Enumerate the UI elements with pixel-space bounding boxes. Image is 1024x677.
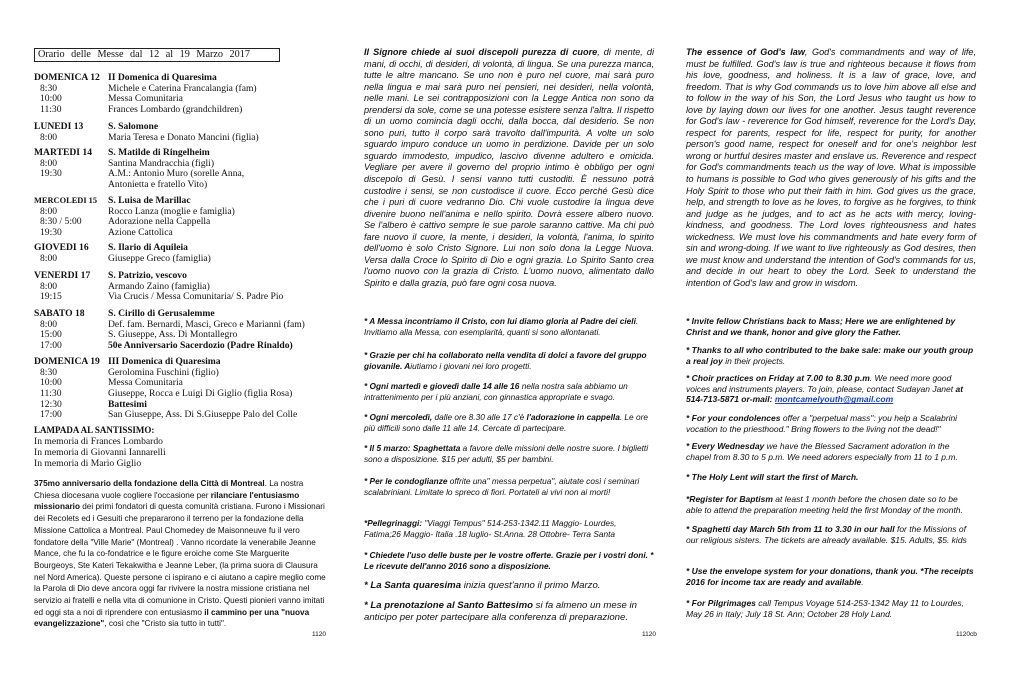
announcement [686,472,976,483]
announcement-title: * Grazie per chi ha collaborato nella vendita di dolci a favore del gruppo giovanile. A [364,350,647,371]
mass-intention: Frances Lombardo (grandchildren) [108,104,243,115]
mass-intention: Via Crucis / Messa Comunitaria/ S. Padre Pio [108,291,284,303]
liturgical-name: S. Salomone [108,121,159,132]
mass-time: 8:00 [40,131,58,143]
announcement-emphasis: l'adorazione in cappella [526,412,620,422]
day-header [34,242,330,254]
liturgical-name: S. Ilario di Aquileia [108,242,188,253]
announcement-emphasis: at 514-713-5871 or-mail: [686,383,964,405]
announcement-text: inizia quest'anno il primo Marzo. [461,580,601,591]
announcement [686,566,976,587]
lampada-heading: LAMPADA AL SANTISSIMO: [34,425,155,435]
schedule-day [34,308,330,352]
announcement [364,600,654,623]
announcement-title: * Il 5 marzo: Spaghettata [364,443,461,453]
announcement [686,598,976,619]
day-label: DOMENICA 12 [34,72,100,83]
announcement [364,350,654,371]
schedule-day [34,147,330,191]
italian-body: , di mente, di mani, di occhi, di desideri, di volontà, di lingua. Se una purezza manca, tutte le altre mancano. Se uno non è puro nel cuore, mai sarà puro nella lingua e mai sarà puro nei pensieri, nei desideri, nella volontà, nelle mani. Le sei contrapposizioni con la Legge Antica non sono da prendersi da sole, come se una potesse esistere senza l'altra. Il rispetto di un uomo comincia dagli occhi, dalla bocca, dal desiderio. Se non sono puri, tutto il corpo sarà travolto dall'impurità. A volte un solo sguardo impuro conduce un uomo in perdizione. Davide per un solo sguardo immodesto, impudico, lascivo divenne adultero e omicida. Vegliare per avere il governo del proprio intimo è obbligo per ogni discepolo di Gesù. I sensi vanno tutti custoditi. È nessuno potrà custodire i sensi, se non custodisce il cuore. Ecco perché Gesù dice che i puri di cuore vedranno Dio. Chi vuole custodire la lingua deve divenire buono nell'anima e nello spirito. Dovrà essere albero nuovo. Se l'albero è cattivo sempre le sue parole saranno cattive. Ma chi può fare nuovo il cuore, la mente, i desideri, la volontà, l'anima, lo spirito dell'uomo è solo Cristo Signore. Lui non solo dona la Legge Nuova. Versa dalla Croce lo Spirito di Dio e ogni grazia. Lo Spirito Santo crea l'uomo nuovo con la grazia di Cristo. L'uomo nuovo, alimentato dallo Spirito e dalla grazia, può fare ogni cosa nuova. [364,47,654,288]
day-label: DOMENICA 19 [34,356,100,367]
mass-intention: Maria Teresa e Donato Mancini (figlia) [108,131,259,143]
day-label: SABATO 18 [34,308,85,319]
mass-time: 19:15 [40,291,62,303]
announcement-text: in their projects. [722,355,786,366]
mass-time: 8:00 [40,280,58,292]
anniversary-title: 375mo anniversario della fondazione della Città di Montreal [34,479,265,488]
liturgical-name: III Domenica di Quaresima [108,356,221,367]
announcement [364,580,654,592]
mass-intention: Messa Comunitaria [108,377,183,389]
anniversary-emphasis: rilanciare l'entusiasmo missionario [34,490,300,512]
mass-time: 15:00 [40,329,62,341]
announcement [364,381,654,402]
announcement [364,316,654,337]
anniversary-emphasis: il cammino per una "nuova evangelizzazione" [34,607,310,629]
announcement-title: * Invite fellow Christians back to Mass; Here we are enlightened by Christ and we thank, honor and give glory the Father. [686,316,956,337]
lampada-section [34,425,166,469]
mass-intention: Messa Comunitaria [108,93,183,105]
mass-intention: Battesimi [108,398,147,410]
liturgical-name: II Domenica di Quaresima [108,72,217,83]
mass-time: 10:00 [40,93,62,105]
announcement-title: * For your condolences [686,413,781,423]
italian-lead: Il Signore chiede ai suoi discepoli purezza di cuore [364,47,598,57]
announcement [686,345,976,366]
mass-intention: Santina Mandracchia (figli) [108,157,215,169]
announcement-text: dalle ore 8.30 alle 17 c'è [432,412,527,422]
announcement [686,524,976,545]
italian-reflection [364,47,654,289]
schedule-day [34,356,330,421]
announcement-text: we have the Blessed Sacrament adoration in the chapel from 8.30 to 5 p.m. We need adorers especially from 11 to 1 p.m. [686,441,958,462]
announcement-text: offer a "perpetual mass": you help a Scalabrini vocation to the priesthood." Bring flowers to the living not the dead!" [686,413,958,434]
schedule-day [34,270,330,303]
schedule-column [34,0,330,677]
announcement [364,443,654,464]
announcement [364,476,654,497]
schedule-day [34,72,330,116]
mass-intention: Def. fam. Bernardi, Masci, Greco e Marianni (fam) [108,318,305,330]
announcement-text: . Invitiamo alla Messa, con esemplarità, quanti si sono allontanati. [364,316,639,337]
day-label: MERCOLEDI 15 [34,196,98,205]
announcement-title: * Ogni mercoledì, [364,412,433,422]
day-header [34,147,330,159]
day-header [34,308,330,320]
mass-time: 8:30 / 5:00 [40,216,82,228]
mass-intention: Azione Cattolica [108,227,173,238]
mass-intention: S. Giuseppe, Ass. Di Montallegro [108,329,238,341]
day-label: VENERDI 17 [34,270,91,281]
announcement-title: * For Pilgrimages [686,598,756,608]
page-number: 1120 [642,631,656,638]
announcement-title: * Every Wednesday [686,441,765,451]
announcement [364,412,654,433]
announcement [364,518,654,539]
lampada-line: In memoria di Frances Lombardo [34,436,163,447]
italian-column [364,0,656,677]
liturgical-name: S. Luisa de Marillac [108,195,191,206]
announcement-text: for the Missions of our religious sisters. The tickets are already available. $15. Adults, $5. kids [686,524,967,545]
mass-time: 11:30 [40,388,62,399]
mass-row [34,341,330,352]
lampada-line: In memoria di Mario Giglio [34,458,142,469]
mass-intention: Giuseppe, Rocca e Luigi Di Giglio (figlia Rosa) [108,388,293,399]
mass-intention: 50e Anniversario Sacerdozio (Padre Rinaldo) [108,340,293,351]
mass-time: 19:30 [40,168,62,180]
announcement-title: * Use the envelope system for your donations, thank you. *The receipts 2016 for income tax are ready and available [686,566,974,587]
anniversary-text: dei primi fondatori di questa comunità cristiana. Furono i Missionari dei Recolets ed i Gesuiti che prepararono il terreno per la fondazione della Missione Cattolica a Montreal. Paul Chomedey de Maisonneuve fu il vero fondatore della "Ville Marie" (Montreal) . Vanno ricordate la venerabile Jeanne Mance, che fu la co-fondatrice e le figure eroiche come Ste Marguerite Bourgeoys, Ste Kateri Tekakwitha e Jeanne Leber, (la prima suora di Clausura nel Nord America). Queste persone ci ispirano e ci aiutano a capire meglio come la Parola di Dio deve ancora oggi far rivivere la nostra missione cristiana nel servizio ai fratelli e nella vita di comunione in Cristo. Questi pionieri vanno imitati ed oggi sta a noi di riprendere con entusiasmo [34,502,326,617]
day-label: LUNEDI 13 [34,121,84,132]
schedule-title: Orario delle Messe dal 12 al 19 Marzo 2017 [34,48,280,62]
announcement-text: "Viaggi Tempus" 514-253-1342.11 Maggio- Lourdes, Fatima;26 Maggio- Italia .18 luglio- St.Anna. 28 Ottobre- Terra Santa [364,518,617,539]
mass-row [34,254,330,265]
mass-row [34,292,330,303]
mass-time: 8:30 [40,366,58,378]
announcement-title: * La prenotazione al Santo Battesimo [364,600,533,611]
announcement-text: si fa almeno un mese in anticipo per poter partecipare alla conferenza di preparazione. [364,600,637,623]
announcement-title: * Ogni martedì e giovedì dalle 14 alle 16 [364,381,520,391]
mass-time: 11:30 [40,104,62,115]
announcement-text: . [861,576,864,587]
announcement-title: * Choir practices on Friday at 7.00 to 8.30 p.m [686,373,870,383]
announcement [686,494,976,515]
announcement-title: * A Messa incontriamo il Cristo, con lui diamo gloria al Padre dei cieli [364,316,636,326]
schedule-day [34,121,330,143]
mass-row [34,169,330,190]
english-body: , God's commandments and way of life, must be fulfilled. God's law is true and righteous because it flows from his love, goodness, and holiness. It is a law of grace, love, and freedom. That is why God commands us to love him above all else and to follow in the way of his Son, the Lord Jesus who taught us how to love by laying down our lives for one another. Jesus taught reverence for God's law - reverence for God himself, reverence for the Lord's Day, respect for parents, respect for life, respect for purity, for another person's good name, respect for oneself and for one's neighbor lest wrong or hurtful desires master and enslave us. Reverence and respect for God's commandments teach us the way of love. What is impossible to humans is possible to God who gives generously of his gifts and the Holy Spirit to those who put their faith in him. God gives us the grace, help, and strength to love as he loves, to forgive as he forgives, to think and judge as he judges, and to act as he acts with mercy, loving-kindness, and goodness. The Lord loves righteousness and hates wickedness. We must love his commandments and hate every form of sin and wrong-doing. If we want to live righteously as God desires, then we must know and understand the intention of God's commands for us, and decide in our heart to obey the Lord. Seek to understand the intention of God's law and grow in wisdom. [686,47,976,288]
mass-time: 17:00 [40,409,62,421]
mass-time: 8:00 [40,157,58,169]
announcement [686,441,976,462]
announcement-text: . We need more good voices and instruments players. To join, please, contact Sudayan Janet [686,373,956,394]
day-label: MARTEDI 14 [34,147,93,158]
announcement [686,373,976,405]
mass-time: 10:00 [40,377,62,389]
announcement-title: *Register for Baptism [686,494,773,504]
anniversary-text: . La nostra Chiesa diocesana vuole cogliere l'occasione per [34,479,304,500]
announcement [364,550,654,571]
mass-time: 12:30 [40,398,62,410]
schedule-day [34,242,330,264]
email-link[interactable]: montcamelyouth@gmail.com [774,394,894,405]
mass-time: 19:30 [40,227,62,238]
announcement-title: * Per le condoglianze [364,476,448,486]
mass-time: 8:00 [40,252,58,264]
day-header [34,195,330,207]
mass-intention: Michele e Caterina Francalangia (fam) [108,82,257,94]
mass-row [34,228,330,239]
day-header [34,270,330,282]
mass-intention: Giuseppe Greco (famiglia) [108,252,211,264]
day-header [34,72,330,84]
day-label: GIOVEDI 16 [34,242,89,253]
announcement-title: * Spaghetti day March 5th from 11 to 3.30 in our hall [686,524,895,534]
announcement-title: * Chiedete l'uso delle buste per le vostre offerte. Grazie per i vostri doni. * Le ricevute dell'anno 2016 sono a disposizione. [364,550,654,571]
mass-time: 8:00 [40,318,58,330]
announcement-text: call Tempus Voyage 514-253-1342 May 11 to Lourdes, May 26 in Italy; July 18 St. Ann; October 28 Holy Land. [686,598,964,619]
announcement-title: * The Holy Lent will start the first of March. [686,472,859,482]
announcement-text: . Le ore più difficili sono dalle 11 alle 14. Cercate di partecipare. [364,412,648,433]
mass-intention: San Giuseppe, Ass. Di S.Giuseppe Palo del Colle [108,409,298,421]
mass-time: 8:00 [40,205,58,217]
announcement-text: nella nostra sala abbiamo un intrattenimento per i più anziani, con ginnastica appropriate e svago. [364,381,628,402]
mass-row [34,389,330,400]
announcement-title: *Pellegrinaggi: [364,518,423,528]
announcement [686,316,976,337]
mass-intention: A.M.: Antonio Muro (sorelle Anna, Antonietta e fratello Vito) [108,168,245,190]
day-header [34,121,330,133]
english-reflection [686,47,976,289]
mass-row [34,133,330,144]
liturgical-name: S. Cirillo di Gerusalemme [108,308,215,319]
mass-time: 17:00 [40,340,62,351]
mass-intention: Gerolomina Fuschini (figlio) [108,366,219,378]
lampada-line: In memoria di Giovanni Iannarelli [34,447,166,458]
mass-time: 8:30 [40,82,58,94]
mass-intention: Armando Zaino (famiglia) [108,280,210,292]
english-lead: The essence of God's law [686,47,805,57]
announcement-title: * La Santa quaresima [364,580,462,591]
announcement-title: * Thanks to all who contributed to the bake sale: make our youth group a real joy [686,345,974,366]
mass-row [34,105,330,116]
liturgical-name: S. Patrizio, vescovo [108,270,187,281]
day-header [34,356,330,368]
page-number: 1120 [312,631,326,638]
mass-row [34,217,330,228]
announcement-text: at least 1 month before the chosen date so to be able to attend the preparation meeting held the first Monday of the month. [686,494,963,515]
announcement-text: a favore delle missioni delle nostre suore. I biglietti sono a disposizione. $15 per adulti, $5 per bambini. [364,443,649,464]
mass-row [34,410,330,421]
announcement-text: iutiamo i giovani nei loro progetti. [410,360,532,371]
announcement-text: offrite una" messa perpetua", aiutate così i seminari scalabriniani. Limitate lo spreco di fiori. Portateli ai vivi non ai morti! [364,476,640,497]
anniversary-paragraph [34,478,326,630]
anniversary-text: , così che "Cristo sia tutto in tutti". [104,619,227,629]
schedule-day [34,195,330,239]
english-column [686,0,976,677]
page-number: 1120cb [956,631,977,638]
mass-intention: Adorazione nella Cappella [108,216,211,228]
liturgical-name: S. Matilde di Ringelheim [108,147,210,158]
announcement [686,413,976,434]
mass-intention: Rocco Lanza (moglie e famiglia) [108,205,235,217]
